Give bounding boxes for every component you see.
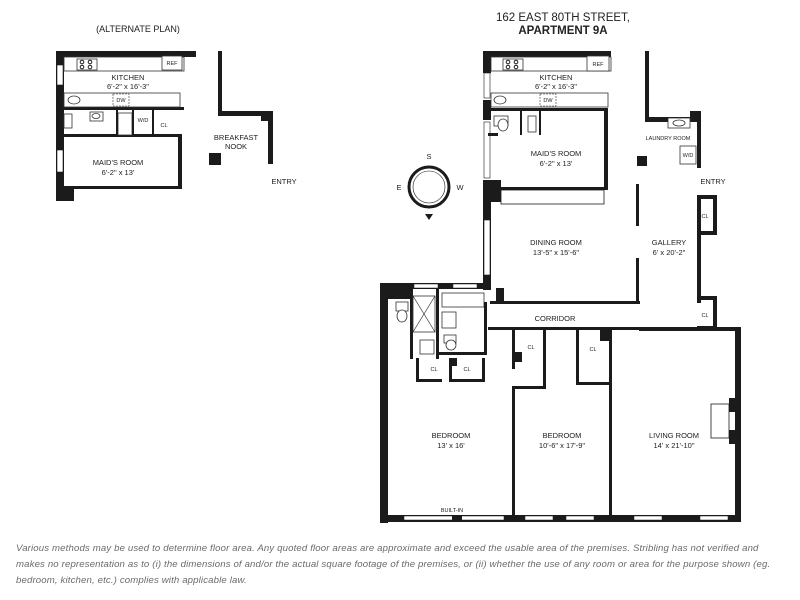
laundry-room-name: LAUNDRY ROOM — [645, 136, 691, 142]
dishwasher-label: DW — [543, 98, 553, 104]
alt-maids-room-name: MAID'S ROOM — [92, 158, 144, 167]
laundry-wd-label: W/D — [682, 153, 694, 159]
gallery-dims: 6' x 20'-2" — [652, 248, 686, 257]
alt-wd-label: W/D — [137, 118, 149, 124]
bedroom2-closet-1-label: CL — [527, 345, 535, 351]
living-room-name: LIVING ROOM — [648, 431, 700, 440]
alternate-plan — [56, 24, 297, 201]
entry-label: ENTRY — [700, 177, 726, 186]
maids-room-name: MAID'S ROOM — [530, 149, 582, 158]
compass-east-label: E — [396, 183, 402, 192]
apartment-number: APARTMENT 9A — [518, 25, 608, 37]
alternate-plan-title: (ALTERNATE PLAN) — [96, 24, 180, 34]
living-room-dims: 14' x 21'-10" — [653, 441, 695, 450]
bedroom1-dims: 13' x 16' — [437, 441, 465, 450]
alt-kitchen-name: KITCHEN — [111, 73, 145, 82]
maids-room-dims: 6'-2" x 13' — [539, 159, 573, 168]
disclaimer-text: Various methods may be used to determine floor area. Any quoted floor areas are approximate and exceed the usable area of the premises. Stribling has not verified and makes no representation as to (i) the dimensions of and/or the actual square footage of the premises, or (ii) whether the use of any room or area for the purpose shown (eg. bedroom, kitchen, etc.) complies with applicable law. — [16, 543, 771, 586]
ref-label: REF — [592, 62, 604, 68]
gallery-closet-1-label: CL — [701, 214, 709, 220]
compass — [396, 152, 464, 220]
built-in-label: BUILT-IN — [440, 508, 464, 514]
bedroom2-dims: 10'-6" x 17'-9" — [538, 441, 586, 450]
building-address: 162 EAST 80TH STREET, — [495, 12, 631, 24]
alt-breakfast-nook-line2: NOOK — [224, 142, 248, 151]
gallery-closet-2-label: CL — [701, 313, 709, 319]
alt-kitchen-dims: 6'-2" x 16'-3" — [107, 82, 149, 91]
kitchen-name: KITCHEN — [539, 73, 573, 82]
dining-room-dims: 13'-5" x 15'-6" — [532, 248, 580, 257]
alt-breakfast-nook-line1: BREAKFAST — [213, 133, 259, 142]
north-arrow-icon — [425, 214, 433, 220]
main-plan — [380, 51, 741, 523]
alt-closet-label: CL — [160, 123, 168, 129]
alt-ref-label: REF — [166, 61, 178, 67]
alt-maids-room-dims: 6'-2" x 13' — [101, 168, 135, 177]
compass-west-label: W — [456, 183, 464, 192]
dining-room-name: DINING ROOM — [530, 238, 582, 247]
corridor-label: CORRIDOR — [534, 314, 576, 323]
bedroom2-name: BEDROOM — [542, 431, 582, 440]
alt-entry-label: ENTRY — [271, 177, 297, 186]
gallery-name: GALLERY — [651, 238, 687, 247]
bedroom2-closet-2-label: CL — [589, 347, 597, 353]
bedroom1-closet-2-label: CL — [463, 367, 471, 373]
alt-dishwasher-label: DW — [116, 98, 126, 104]
bedroom1-name: BEDROOM — [431, 431, 471, 440]
compass-south-label: S — [426, 152, 432, 161]
kitchen-dims: 6'-2" x 16'-3" — [535, 82, 577, 91]
bedroom1-closet-1-label: CL — [430, 367, 438, 373]
